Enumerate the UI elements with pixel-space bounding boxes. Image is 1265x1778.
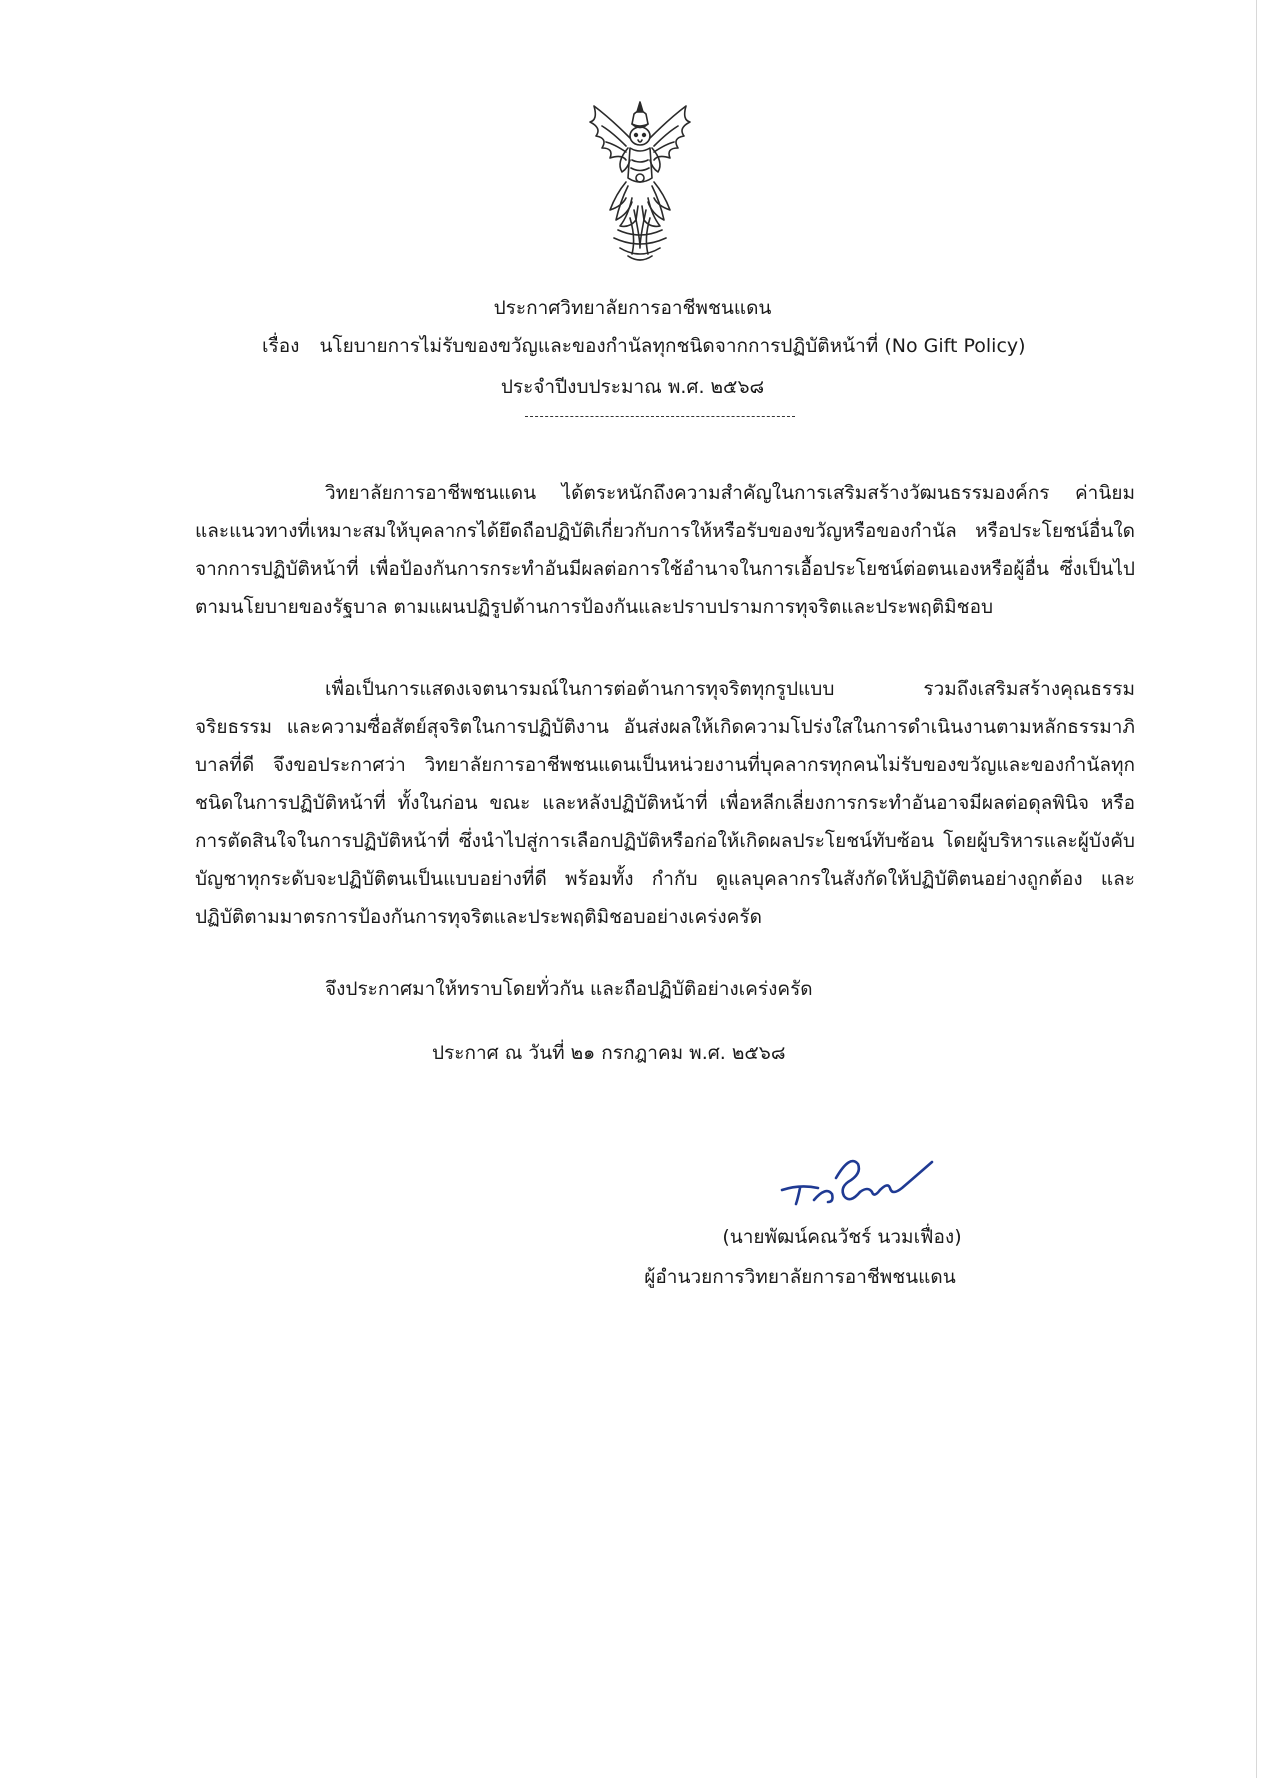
- subject-text: นโยบายการไม่รับของขวัญและของกำนัลทุกชนิดจากการปฏิบัติหน้าที่ (No Gift Policy): [319, 335, 1026, 357]
- garuda-emblem-icon: [580, 98, 700, 268]
- paragraph-1: วิทยาลัยการอาชีพชนแดน ได้ตระหนักถึงความสำคัญในการเสริมสร้างวัฒนธรรมองค์กร ค่านิยม และแนวทางที่เหมาะสมให้บุคลากรได้ยึดถือปฏิบัติเกี่ยวกับการให้หรือรับของขวัญหรือของกำนัล หรือประโยชน์อื่นใดจากการปฏิบัติหน้าที่ เพื่อป้องกันการกระทำอันมีผลต่อการใช้อำนาจในการเอื้อประโยชน์ต่อตนเองหรือผู้อื่น ซึ่งเป็นไปตามนโยบายของรัฐบาล ตามแผนปฏิรูปด้านการป้องกันและปราบปรามการทุจริตและประพฤติมิชอบ: [195, 482, 1135, 618]
- subject-label: เรื่อง: [262, 335, 300, 357]
- closing-statement: จึงประกาศมาให้ทราบโดยทั่วกัน และถือปฏิบัติอย่างเคร่งครัด: [325, 978, 813, 1000]
- subject-row: [262, 331, 1026, 361]
- signer-name: (นายพัฒน์คณวัชร์ นวมเฟื่อง): [722, 1226, 962, 1248]
- fiscal-year: ประจำปีงบประมาณ พ.ศ. ๒๕๖๘: [500, 376, 765, 398]
- scan-edge-line: [1256, 0, 1257, 1778]
- date-line: ประกาศ ณ วันที่ ๒๑ กรกฎาคม พ.ศ. ๒๕๖๘: [432, 1042, 786, 1064]
- handwritten-signature: [770, 1148, 940, 1216]
- signer-position: ผู้อำนวยการวิทยาลัยการอาชีพชนแดน: [644, 1266, 956, 1288]
- header-divider: [525, 416, 795, 417]
- announcement-title: ประกาศวิทยาลัยการอาชีพชนแดน: [493, 297, 772, 319]
- paragraph-2: เพื่อเป็นการแสดงเจตนารมณ์ในการต่อต้านการทุจริตทุกรูปแบบ รวมถึงเสริมสร้างคุณธรรม จริยธรรม และความซื่อสัตย์สุจริตในการปฏิบัติงาน อันส่งผลให้เกิดความโปร่งใสในการดำเนินงานตามหลักธรรมาภิบาลที่ดี จึงขอประกาศว่า วิทยาลัยการอาชีพชนแดนเป็นหน่วยงานที่บุคลากรทุกคนไม่รับของขวัญและของกำนัลทุกชนิดในการปฏิบัติหน้าที่ ทั้งในก่อน ขณะ และหลังปฏิบัติหน้าที่ เพื่อหลีกเลี่ยงการกระทำอันอาจมีผลต่อดุลพินิจ หรือการตัดสินใจในการปฏิบัติหน้าที่ ซึ่งนำไปสู่การเลือกปฏิบัติหรือก่อให้เกิดผลประโยชน์ทับซ้อน โดยผู้บริหารและผู้บังคับบัญชาทุกระดับจะปฏิบัติตนเป็นแบบอย่างที่ดี พร้อมทั้ง กำกับ ดูแลบุคลากรในสังกัดให้ปฏิบัติตนอย่างถูกต้อง และปฏิบัติตามมาตรการป้องกันการทุจริตและประพฤติมิชอบอย่างเคร่งครัด: [195, 678, 1135, 928]
